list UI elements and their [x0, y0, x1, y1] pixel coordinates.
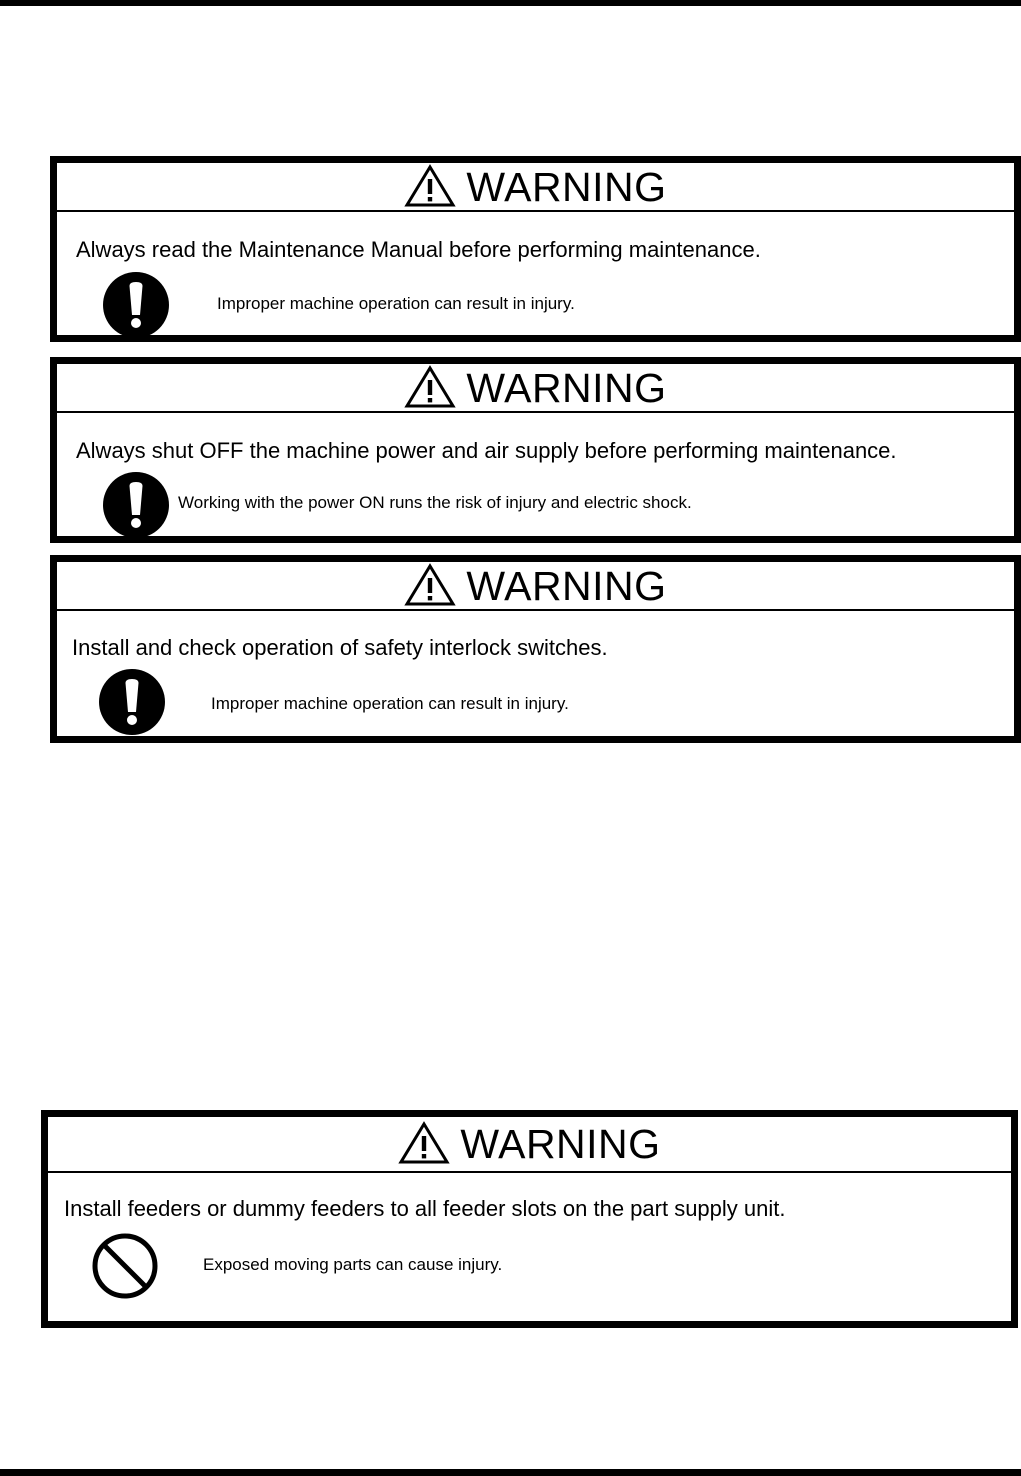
warning-header [57, 364, 1014, 413]
prohibition-icon [90, 1231, 160, 1301]
mandatory-exclamation-icon [99, 669, 165, 735]
warning-triangle-icon [398, 1121, 450, 1165]
warning-title: WARNING [466, 163, 667, 210]
mandatory-exclamation-icon [103, 472, 169, 538]
warning-triangle-icon [404, 365, 456, 409]
warning-note: Improper machine operation can result in injury. [217, 294, 575, 313]
warning-box [50, 555, 1021, 743]
warning-box [50, 357, 1021, 543]
top-rule [0, 0, 1021, 6]
warning-message: Always read the Maintenance Manual before performing maintenance. [76, 237, 761, 262]
warning-title: WARNING [460, 1121, 661, 1167]
warning-triangle-icon [404, 563, 456, 607]
warning-title: WARNING [466, 364, 667, 411]
warning-message: Always shut OFF the machine power and air supply before performing maintenance. [76, 438, 897, 463]
warning-header [57, 163, 1014, 212]
warning-triangle-icon [404, 164, 456, 208]
warning-message: Install feeders or dummy feeders to all feeder slots on the part supply unit. [64, 1196, 786, 1221]
warning-box [41, 1110, 1018, 1328]
warning-header [57, 562, 1014, 611]
warning-note: Exposed moving parts can cause injury. [203, 1255, 503, 1274]
warning-box [50, 156, 1021, 342]
warning-note: Improper machine operation can result in injury. [211, 694, 569, 713]
warning-note: Working with the power ON runs the risk of injury and electric shock. [178, 493, 692, 512]
bottom-rule [0, 1469, 1021, 1476]
warning-title: WARNING [466, 562, 667, 609]
warning-message: Install and check operation of safety interlock switches. [72, 635, 608, 660]
mandatory-exclamation-icon [103, 272, 169, 338]
warning-header [48, 1117, 1011, 1173]
